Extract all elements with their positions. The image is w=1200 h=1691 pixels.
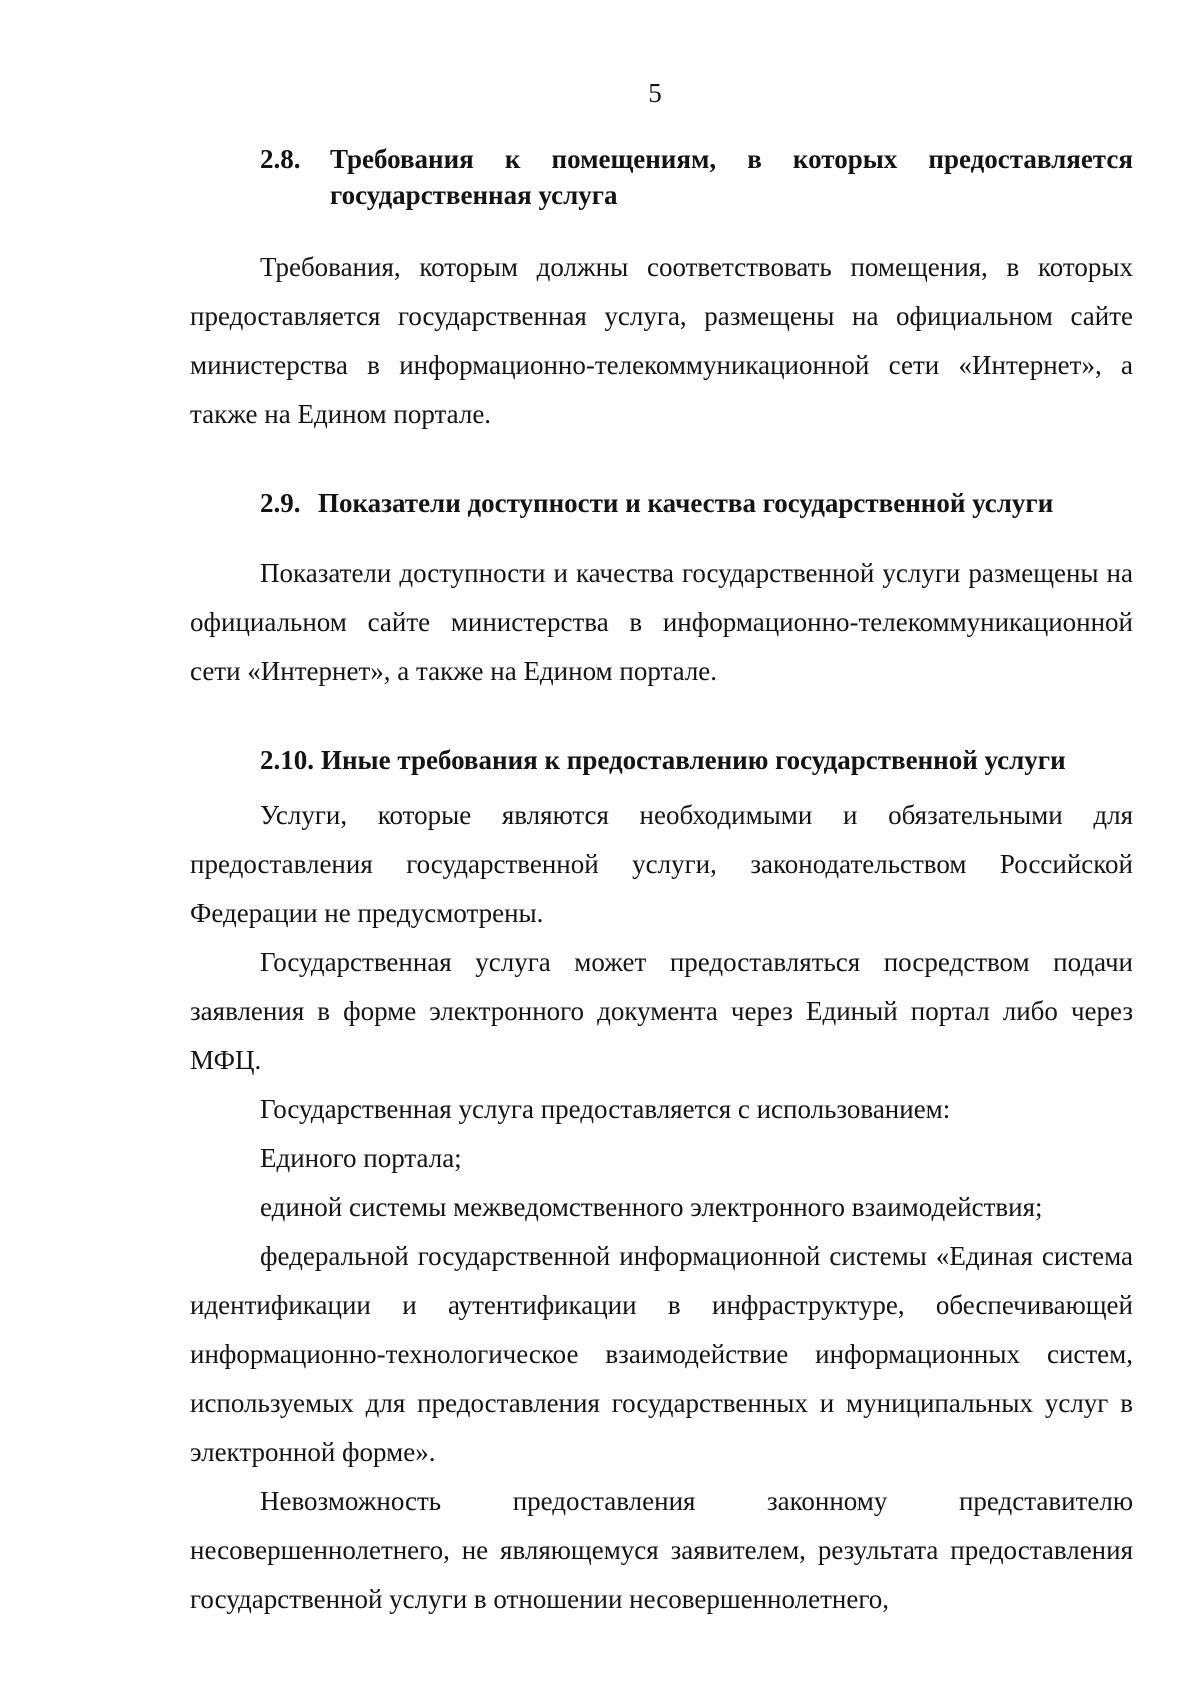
paragraph: Показатели доступности и качества государственной услуги размещены на официальном сайте министерства в информационно-телекоммуникационной сети «Интернет», а также на Едином портале. <box>190 558 1133 686</box>
paragraph: Услуги, которые являются необходимыми и обязательными для предоставления государственной услуги, законодательством Российской Федерации не предусмотрены. <box>190 800 1133 928</box>
paragraph: федеральной государственной информационной системы «Единая система идентификации и аутентификации в инфраструктуре, обеспечивающей информационно-технологическое взаимодействие информационных систем, используемых для предоставления государственных и муниципальных услуг в электронной форме». <box>190 1241 1133 1467</box>
paragraph: Невозможность предоставления законному представителю несовершеннолетнего, не являющемуся заявителем, результата предоставления государственной услуги в отношении несовершеннолетнего, <box>190 1486 1133 1614</box>
paragraph: Единого портала; <box>260 1143 462 1173</box>
paragraph: Государственная услуга предоставляется с использованием: <box>260 1094 951 1124</box>
section-number: 2.8. <box>260 144 301 174</box>
section-title: Иные требования к предоставлению государственной услуги <box>321 745 1066 775</box>
section-number: 2.10. <box>260 745 314 775</box>
section-title: Требования к помещениям, в которых предоставляется государственная услуга <box>330 144 1133 210</box>
document-body <box>190 141 1133 1624</box>
paragraph: Государственная услуга может предоставляться посредством подачи заявления в форме электронного документа через Единый портал либо через МФЦ. <box>190 947 1133 1075</box>
paragraph: единой системы межведомственного электронного взаимодействия; <box>260 1192 1043 1222</box>
section-title: Показатели доступности и качества государственной услуги <box>318 488 1054 518</box>
section-heading-2-9 <box>190 485 1133 521</box>
section-heading-2-8 <box>190 141 1133 213</box>
paragraph: Требования, которым должны соответствовать помещения, в которых предоставляется государственная услуга, размещены на официальном сайте министерства в информационно-телекоммуникационной сети «Интернет», а также на Едином портале. <box>190 252 1133 429</box>
section-heading-2-10 <box>190 742 1133 778</box>
section-number: 2.9. <box>260 488 301 518</box>
page-number: 5 <box>648 78 662 108</box>
